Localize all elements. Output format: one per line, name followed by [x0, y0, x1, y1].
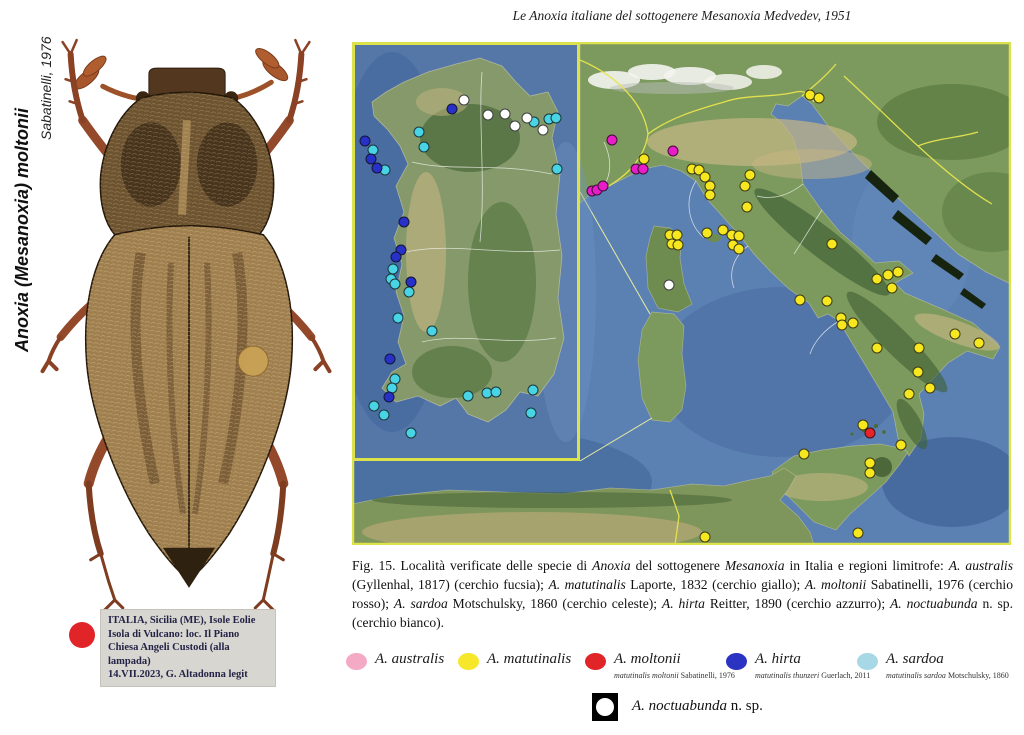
figure-caption: [352, 556, 1013, 632]
map-dot-hirta: [399, 217, 410, 228]
taxon-name: Anoxia: [592, 558, 631, 573]
species-name: A. australis: [375, 651, 445, 667]
taxon-name: A. australis: [948, 558, 1013, 573]
map-dot-sardoa: [368, 401, 379, 412]
map-dot-matutinalis: [895, 439, 906, 450]
map-dot-australis: [638, 163, 649, 174]
species-name: A. hirta: [755, 651, 801, 667]
map-dot-matutinalis: [847, 318, 858, 329]
beetle-photo: [30, 12, 342, 624]
subspecies-note: [755, 671, 870, 680]
label-line: Chiesa Angeli Custodi (alla lampada): [108, 642, 230, 667]
map-dot-sardoa: [406, 427, 417, 438]
specimen-label: [100, 609, 276, 687]
map-dot-matutinalis: [893, 266, 904, 277]
caption-text: Laporte, 1832 (cerchio giallo);: [625, 577, 805, 592]
caption-text: Fig. 15. Località verificate delle specie di: [352, 558, 593, 573]
map-dot-sardoa: [379, 410, 390, 421]
map-dot-moltonii: [864, 427, 875, 438]
map-dot-hirta: [372, 162, 383, 173]
distribution-map: [352, 42, 1011, 545]
locality-dots-layer: [352, 42, 1011, 545]
taxon-name: Mesanoxia: [724, 558, 785, 573]
map-dot-matutinalis: [799, 448, 810, 459]
subspecies-author: Motschulsky, 1860: [945, 671, 1009, 680]
map-dot-matutinalis: [795, 295, 806, 306]
species-name: A. moltonii: [614, 651, 681, 667]
taxon-name: A. hirta: [661, 596, 705, 611]
black-square-icon: [592, 693, 618, 721]
map-dot-hirta: [385, 353, 396, 364]
map-dot-hirta: [447, 103, 458, 114]
map-dot-matutinalis: [864, 468, 875, 479]
legend-color-circle-icon: [726, 653, 747, 670]
legend-color-circle-icon: [857, 653, 878, 670]
taxon-name: A. matutinalis: [548, 577, 626, 592]
map-dot-australis: [598, 180, 609, 191]
map-dot-hirta: [360, 136, 371, 147]
specimen-author: Sabatinelli, 1976: [38, 36, 54, 140]
page-title: Le Anoxia italiane del sottogenere Mesanoxia Medvedev, 1951: [512, 8, 852, 23]
subspecies-italic: matutinalis thunzeri: [755, 671, 820, 680]
label-line: ITALIA, Sicilia (ME), Isole Eolie: [108, 615, 256, 626]
map-dot-matutinalis: [741, 201, 752, 212]
caption-text: n. sp. (cerchio bianco).: [352, 596, 1014, 630]
map-dot-matutinalis: [949, 329, 960, 340]
species-name: A. matutinalis: [487, 651, 572, 667]
map-dot-matutinalis: [704, 189, 715, 200]
label-line: 14.VII.2023, G. Altadonna legit: [108, 669, 248, 680]
map-dot-sardoa: [393, 313, 404, 324]
subspecies-author: Sabatinelli, 1976: [678, 671, 735, 680]
map-dot-matutinalis: [739, 180, 750, 191]
species-suffix: n. sp.: [727, 698, 763, 714]
map-dot-matutinalis: [913, 342, 924, 353]
map-dot-hirta: [383, 392, 394, 403]
map-dot-sardoa: [551, 163, 562, 174]
legend-color-circle-icon: [585, 653, 606, 670]
map-dot-matutinalis: [853, 527, 864, 538]
map-dot-noctuabunda: [509, 121, 520, 132]
map-dot-matutinalis: [700, 531, 711, 542]
map-dot-matutinalis: [872, 342, 883, 353]
map-dot-sardoa: [551, 112, 562, 123]
caption-text: Motschulsky, 1860 (cerchio celeste);: [447, 596, 662, 611]
map-dot-sardoa: [491, 387, 502, 398]
species-name: A. noctuabunda: [632, 698, 727, 714]
map-dot-matutinalis: [882, 269, 893, 280]
legend-color-circle-icon: [458, 653, 479, 670]
map-dot-matutinalis: [702, 228, 713, 239]
map-dot-sardoa: [526, 408, 537, 419]
map-dot-matutinalis: [822, 296, 833, 307]
subspecies-italic: matutinalis sardoa: [886, 671, 946, 680]
map-dot-noctuabunda: [499, 108, 510, 119]
caption-text: Reitter, 1890 (cerchio azzurro);: [704, 596, 890, 611]
taxon-name: A. moltonii: [804, 577, 867, 592]
map-dot-matutinalis: [814, 92, 825, 103]
specimen-pin-dot: [69, 622, 95, 648]
map-dot-noctuabunda: [538, 125, 549, 136]
map-dot-matutinalis: [903, 389, 914, 400]
map-dot-australis: [607, 135, 618, 146]
map-dot-matutinalis: [826, 239, 837, 250]
legend-color-circle-icon: [346, 653, 367, 670]
caption-text: (Gyllenhal, 1817) (cerchio fucsia);: [352, 577, 549, 592]
map-dot-matutinalis: [973, 337, 984, 348]
taxon-name: A. noctuabunda: [889, 596, 978, 611]
subspecies-author: Guerlach, 2011: [819, 671, 871, 680]
white-circle-icon: [596, 698, 614, 716]
label-line: Isola di Vulcano: loc. Il Piano: [108, 628, 240, 640]
map-dot-hirta: [406, 276, 417, 287]
map-dot-sardoa: [528, 385, 539, 396]
specimen-name: Anoxia (Mesanoxia) moltonii: [12, 107, 32, 352]
map-dot-matutinalis: [886, 282, 897, 293]
map-dot-sardoa: [389, 278, 400, 289]
map-dot-noctuabunda: [522, 112, 533, 123]
species-name: A. sardoa: [886, 651, 944, 667]
map-dot-matutinalis: [673, 240, 684, 251]
subspecies-note: [614, 671, 735, 680]
map-dot-matutinalis: [913, 366, 924, 377]
map-dot-noctuabunda: [663, 279, 674, 290]
subspecies-note: [886, 671, 1009, 680]
map-dot-sardoa: [403, 286, 414, 297]
caption-text: Sabatinelli, 1976 (cerchio rosso);: [352, 577, 1014, 611]
caption-text: in Italia e regioni limitrofe:: [784, 558, 949, 573]
map-dot-sardoa: [462, 391, 473, 402]
map-dot-sardoa: [418, 142, 429, 153]
map-dot-matutinalis: [733, 244, 744, 255]
map-dot-sardoa: [426, 326, 437, 337]
map-dot-noctuabunda: [482, 109, 493, 120]
taxon-name: A. sardoa: [393, 596, 448, 611]
map-dot-matutinalis: [837, 320, 848, 331]
map-dot-noctuabunda: [459, 94, 470, 105]
map-dot-hirta: [391, 251, 402, 262]
map-dot-matutinalis: [745, 169, 756, 180]
map-dot-matutinalis: [872, 273, 883, 284]
legend-label: [632, 698, 763, 715]
map-dot-australis: [667, 146, 678, 157]
subspecies-italic: matutinalis moltonii: [614, 671, 679, 680]
map-dot-sardoa: [414, 127, 425, 138]
map-dot-matutinalis: [924, 383, 935, 394]
caption-text: del sottogenere: [630, 558, 725, 573]
